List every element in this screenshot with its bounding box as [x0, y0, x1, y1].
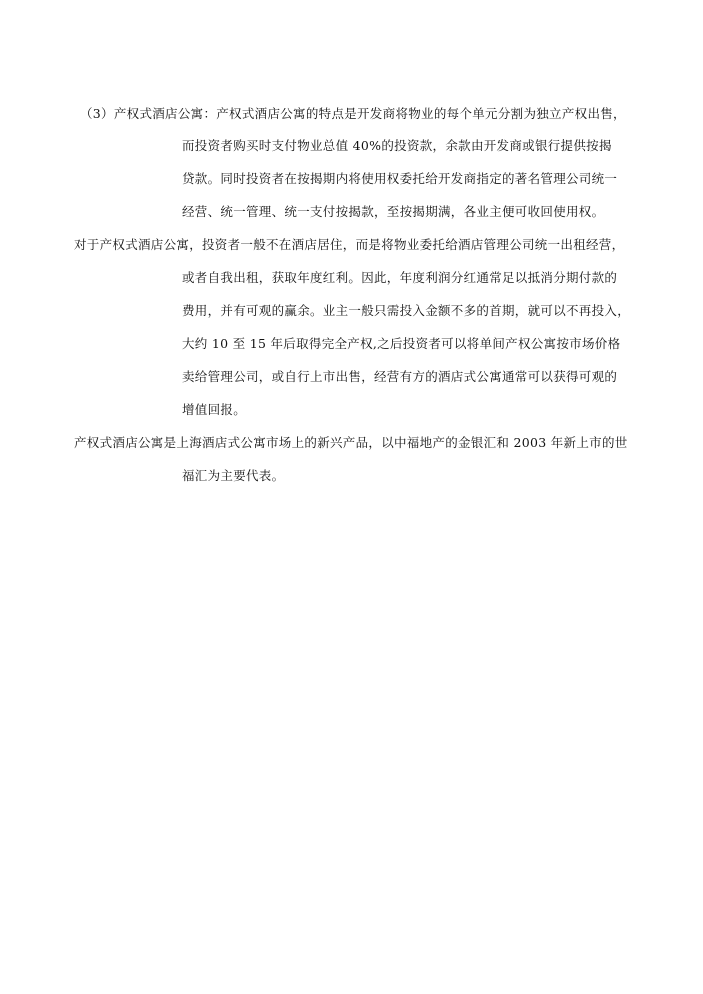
paragraph-line: 福汇为主要代表。 — [182, 468, 285, 483]
paragraph-line: 贷款。同时投资者在按揭期内将使用权委托给开发商指定的著名管理公司统一 — [182, 171, 618, 186]
paragraph-line: 卖给管理公司，或自行上市出售，经营有方的酒店式公寓通常可以获得可观的 — [182, 369, 618, 384]
paragraph-line: 而投资者购买时支付物业总值 40%的投资款，余款由开发商或银行提供按揭 — [182, 138, 612, 153]
paragraph-line: 增值回报。 — [182, 402, 247, 417]
paragraph-line: 大约 10 至 15 年后取得完全产权,之后投资者可以将单间产权公寓按市场价格 — [182, 336, 621, 351]
paragraph-line: 费用，并有可观的赢余。业主一般只需投入金额不多的首期，就可以不再投入， — [182, 303, 631, 318]
paragraph-line: 经营、统一管理、统一支付按揭款，至按揭期满，各业主便可收回使用权。 — [182, 204, 605, 219]
paragraph-line: 产权式酒店公寓是上海酒店式公寓市场上的新兴产品，以中福地产的金银汇和 2003 年新上市的世 — [74, 435, 628, 450]
paragraph-line: 对于产权式酒店公寓，投资者一般不在酒店居住，而是将物业委托给酒店管理公司统一出租经营， — [74, 237, 625, 252]
paragraph-line: 或者自我出租，获取年度红利。因此，年度利润分红通常足以抵消分期付款的 — [182, 270, 618, 285]
paragraph-line: （3）产权式酒店公寓：产权式酒店公寓的特点是开发商将物业的每个单元分割为独立产权出售， — [80, 106, 626, 121]
